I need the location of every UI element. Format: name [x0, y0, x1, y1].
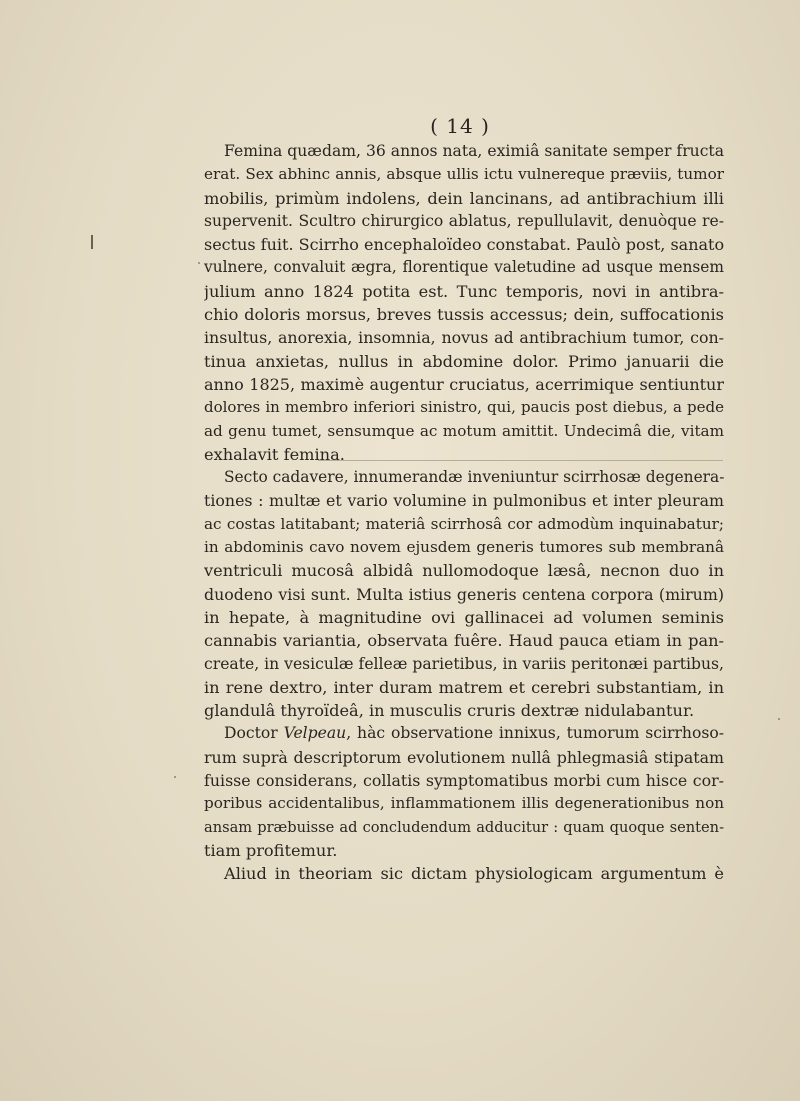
text-line: tiam profitemur.: [204, 840, 338, 860]
text-line: Femina quædam, 36 annos nata, eximiâ sanitate semper fructa: [224, 142, 724, 160]
text-line: ansam præbuisse ad concludendum adducitur : quam quoque senten-: [204, 818, 724, 836]
text-line: Secto cadavere, innumerandæ inveniuntur scirrhosæ degenera-: [224, 468, 724, 487]
paper-speck: [778, 718, 780, 720]
text-line: fuisse considerans, collatis symptomatibus morbi cum hisce cor-: [204, 771, 724, 791]
page-number: ( 14 ): [430, 114, 490, 138]
text-line: ac costas latitabant; materiâ scirrhosâ cor admodùm inquinabatur;: [204, 514, 724, 533]
text-line: ad genu tumet, sensumque ac motum amittit. Undecimâ die, vitam: [204, 421, 724, 440]
body-text: [204, 140, 724, 886]
text-line: ventriculi mucosâ albidâ nullomodoque læsâ, necnon duo in: [204, 561, 724, 581]
text-line: exhalavit femina.: [204, 444, 345, 464]
text-line: supervenit. Scultro chirurgico ablatus, repullulavit, denuòque re-: [204, 211, 724, 230]
text-line: mobilis, primùm indolens, dein lancinans, ad antibrachium illi: [204, 188, 724, 208]
text-line: dolores in membro inferiori sinistro, qui, paucis post diebus, a pede: [204, 398, 724, 417]
text-line: duodeno visi sunt. Multa istius generis centena corpora (mirum): [204, 584, 724, 604]
text-line: julium anno 1824 potita est. Tunc temporis, novi in antibra-: [204, 281, 724, 301]
text-line: in hepate, à magnitudine ovi gallinacei ad volumen seminis: [204, 607, 724, 627]
text-line: poribus accidentalibus, inflammationem illis degenerationibus non: [204, 794, 724, 813]
text-line: chio doloris morsus, breves tussis accessus; dein, suffocationis: [204, 305, 724, 325]
margin-mark: [91, 235, 93, 249]
text-line: in rene dextro, inter duram matrem et cerebri substantiam, in: [204, 677, 724, 697]
text-line: Aliud in theoriam sic dictam physiologicam argumentum è: [224, 864, 724, 884]
text-line: tiones : multæ et vario volumine in pulmonibus et inter pleuram: [204, 491, 724, 511]
paper-speck: [198, 262, 200, 264]
text-line: create, in vesiculæ felleæ parietibus, in variis peritonæi partibus,: [204, 654, 724, 673]
text-line: insultus, anorexia, insomnia, novus ad antibrachium tumor, con-: [204, 328, 724, 348]
text-line: vulnere, convaluit ægra, florentique valetudine ad usque mensem: [204, 258, 724, 277]
text-line: anno 1825, maximè augentur cruciatus, acerrimique sentiuntur: [204, 374, 724, 394]
text-line: glandulâ thyroïdeâ, in musculis cruris dextræ nidulabantur.: [204, 701, 695, 721]
text-line: rum suprà descriptorum evolutionem nullâ phlegmasiâ stipatam: [204, 747, 724, 767]
text-line: tinua anxietas, nullus in abdomine dolor. Primo januarii die: [204, 351, 724, 371]
text-line: sectus fuit. Scirrho encephaloïdeo constabat. Paulò post, sanato: [204, 235, 724, 255]
paper-speck: [174, 776, 176, 778]
text-line: in abdominis cavo novem ejusdem generis tumores sub membranâ: [204, 538, 724, 557]
author-name: Velpeau: [283, 724, 347, 743]
text-line: cannabis variantia, observata fuêre. Haud pauca etiam in pan-: [204, 631, 724, 651]
text-line: Doctor Velpeau, hàc observatione innixus, tumorum scirrhoso-: [224, 724, 724, 743]
text-line: erat. Sex abhinc annis, absque ullis ictu vulnereque præviis, tumor: [204, 165, 724, 184]
